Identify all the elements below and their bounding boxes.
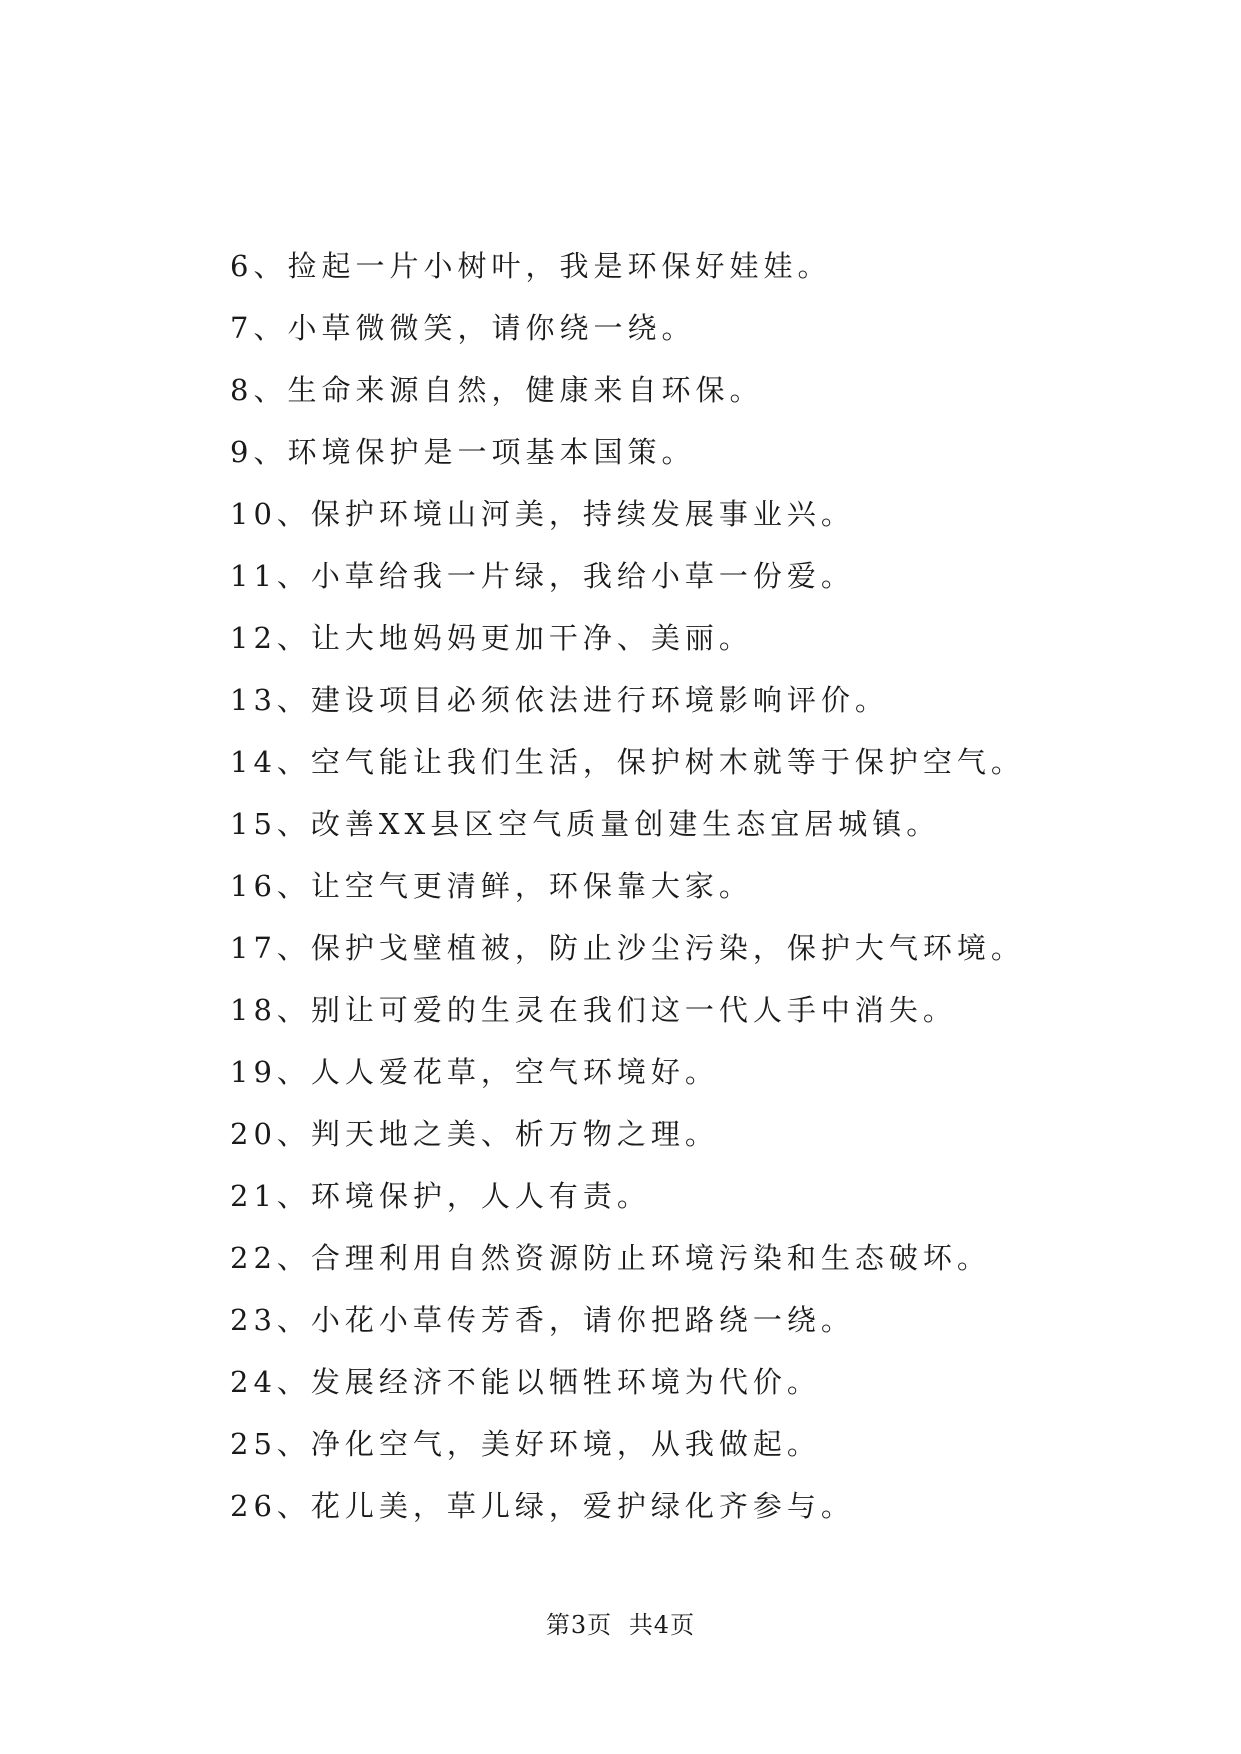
list-item: 16、让空气更清鲜，环保靠大家。 [230, 869, 753, 903]
list-item: 9、环境保护是一项基本国策。 [230, 435, 696, 469]
list-item: 19、人人爱花草，空气环境好。 [230, 1055, 719, 1089]
list-item: 6、捡起一片小树叶，我是环保好娃娃。 [230, 249, 832, 283]
list-item: 21、环境保护，人人有责。 [230, 1179, 651, 1213]
list-item: 25、净化空气，美好环境，从我做起。 [230, 1427, 821, 1461]
list-item: 26、花儿美，草儿绿，爱护绿化齐参与。 [230, 1489, 855, 1523]
list-item: 8、生命来源自然，健康来自环保。 [230, 373, 764, 407]
list-item: 12、让大地妈妈更加干净、美丽。 [230, 621, 753, 655]
list-item: 22、合理利用自然资源防止环境污染和生态破坏。 [230, 1241, 991, 1275]
list-item: 24、发展经济不能以牺牲环境为代价。 [230, 1365, 821, 1399]
page-footer [0, 1605, 1241, 1640]
page-number: 第3页 [545, 1611, 613, 1639]
list-item: 11、小草给我一片绿，我给小草一份爱。 [230, 559, 855, 593]
list-item: 10、保护环境山河美，持续发展事业兴。 [230, 497, 855, 531]
list-item: 13、建设项目必须依法进行环境影响评价。 [230, 683, 889, 717]
slogan-list [230, 235, 1025, 1537]
list-item: 23、小花小草传芳香，请你把路绕一绕。 [230, 1303, 855, 1337]
list-item: 7、小草微微笑，请你绕一绕。 [230, 311, 696, 345]
list-item: 14、空气能让我们生活，保护树木就等于保护空气。 [230, 745, 1025, 779]
page-total: 共4页 [628, 1611, 696, 1639]
list-item: 18、别让可爱的生灵在我们这一代人手中消失。 [230, 993, 957, 1027]
list-item: 20、判天地之美、析万物之理。 [230, 1117, 719, 1151]
list-item: 15、改善XX县区空气质量创建生态宜居城镇。 [230, 807, 941, 841]
list-item: 17、保护戈壁植被，防止沙尘污染，保护大气环境。 [230, 931, 1025, 965]
